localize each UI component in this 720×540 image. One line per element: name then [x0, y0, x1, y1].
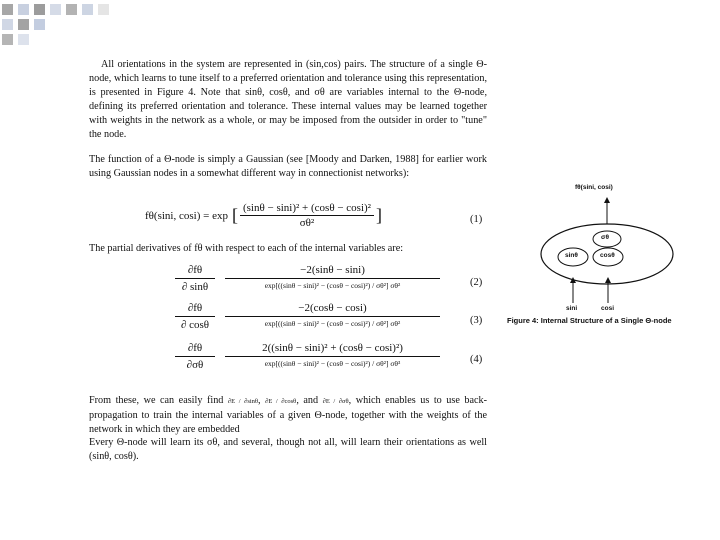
deco-square	[34, 19, 45, 30]
deco-square	[66, 4, 77, 15]
eq1-numerator: (sinθ − sini)² + (cosθ − cosi)²	[240, 202, 374, 216]
paragraph-representation: All orientations in the system are represented in (sin,cos) pairs. The structure of a single Θ-node, which learns to tune itself to a preferred orientation and tolerance using this representation, is presented in Figure 4. Note that sinθ, cosθ, and σθ are variables internal to the Θ-node, defining its preferred orientation and tolerance. These internal values may be learned together with weights in the network as a whole, or may be imposed from the outsider in order to "tune" the node.	[89, 59, 487, 140]
deco-square	[2, 19, 13, 30]
equation-2	[0, 262, 460, 302]
input-sin-label: sini	[566, 305, 578, 312]
equation-4	[0, 340, 460, 382]
deco-square	[2, 34, 13, 45]
eq2-denominator: exp[((sinθ − sini)² − (cosθ − cosi)²) / σθ²] σθ²	[264, 281, 401, 290]
equation-4-number: (4)	[470, 354, 483, 365]
sigma-label: σθ	[601, 234, 609, 241]
cos-label: cosθ	[600, 252, 615, 259]
eq3-lhs-num: ∂fθ	[175, 302, 215, 317]
eq3-numerator: −2(cosθ − cosi)	[225, 302, 440, 317]
deco-square	[50, 4, 61, 15]
equation-3	[0, 300, 460, 340]
from-text-b: and	[303, 395, 319, 406]
eq2-lhs-num: ∂fθ	[175, 264, 215, 279]
figure-theta-node	[500, 180, 715, 330]
eq2-lhs-den: ∂ sinθ	[181, 281, 209, 293]
deco-square	[18, 34, 29, 45]
from-text-c: , which enables us to use back-propagation to train the internal variables of a given Θ-node, together with the weights of the network in which they are embedded	[89, 395, 488, 435]
eq2-numerator: −2(sinθ − sini)	[225, 264, 440, 279]
deco-square	[2, 4, 13, 15]
equation-1: fθ(sini, cosi) = exp [ $\frac{\text{(sinθ − sini)² + (cosθ − cosi)²}}{\text{σθ²}}$ ]	[145, 202, 382, 229]
paragraph-gaussian: The function of a Θ-node is simply a Gaussian (see [Moody and Darken, 1988] for earlier work using Gaussian nodes in a somewhat different way in connectionist networks):	[89, 154, 487, 179]
equation-1-number: (1)	[470, 214, 483, 225]
input-cos-label: cosi	[601, 305, 615, 312]
eq4-numerator: 2((sinθ − sini)² + (cosθ − cosi)²)	[225, 342, 440, 357]
output-label: fθ(sini, cosi)	[575, 184, 613, 191]
deco-square	[18, 4, 29, 15]
partial-dE-dcos: ∂E / ∂cosθ	[265, 398, 297, 405]
sin-label: sinθ	[565, 252, 578, 259]
deco-square	[34, 4, 45, 15]
eq1-lhs: fθ(sini, cosi) = exp	[145, 209, 228, 222]
partial-dE-dsin: ∂E / ∂sinθ	[227, 398, 259, 405]
eq3-denominator: exp[((sinθ − sini)² − (cosθ − cosi)²) / σθ²] σθ²	[264, 319, 401, 328]
eq1-denominator: σθ²	[299, 217, 315, 229]
from-text-a: From these, we can easily find	[89, 395, 224, 406]
eq4-lhs-den: ∂σθ	[186, 359, 204, 371]
figure-caption: Figure 4: Internal Structure of a Single Θ-node	[507, 316, 672, 325]
equation-2-number: (2)	[470, 277, 483, 288]
corner-decoration	[0, 0, 120, 50]
eq4-lhs-num: ∂fθ	[175, 342, 215, 357]
eq4-denominator: exp[((sinθ − sini)² − (cosθ − cosi)²) / σθ²] σθ³	[264, 359, 401, 368]
paragraph-backprop: From these, we can easily find ∂E / ∂sinθ, ∂E / ∂cosθ, and ∂E / ∂σθ, which enables us to use back-propagation to train the internal variables of a given Θ-node, together with the weights of the network in which they are embedded	[89, 395, 488, 435]
deco-square	[82, 4, 93, 15]
eq3-lhs-den: ∂ cosθ	[180, 319, 210, 331]
equation-3-number: (3)	[470, 315, 483, 326]
deco-square	[98, 4, 109, 15]
partial-dE-dsigma: ∂E / ∂σθ	[322, 398, 349, 405]
deco-square	[18, 19, 29, 30]
paragraph-learning: Every Θ-node will learn its σθ, and several, though not all, will learn their orientations as well (sinθ, cosθ).	[89, 437, 487, 462]
paragraph-partials: The partial derivatives of fθ with respect to each of the internal variables are:	[89, 243, 404, 254]
